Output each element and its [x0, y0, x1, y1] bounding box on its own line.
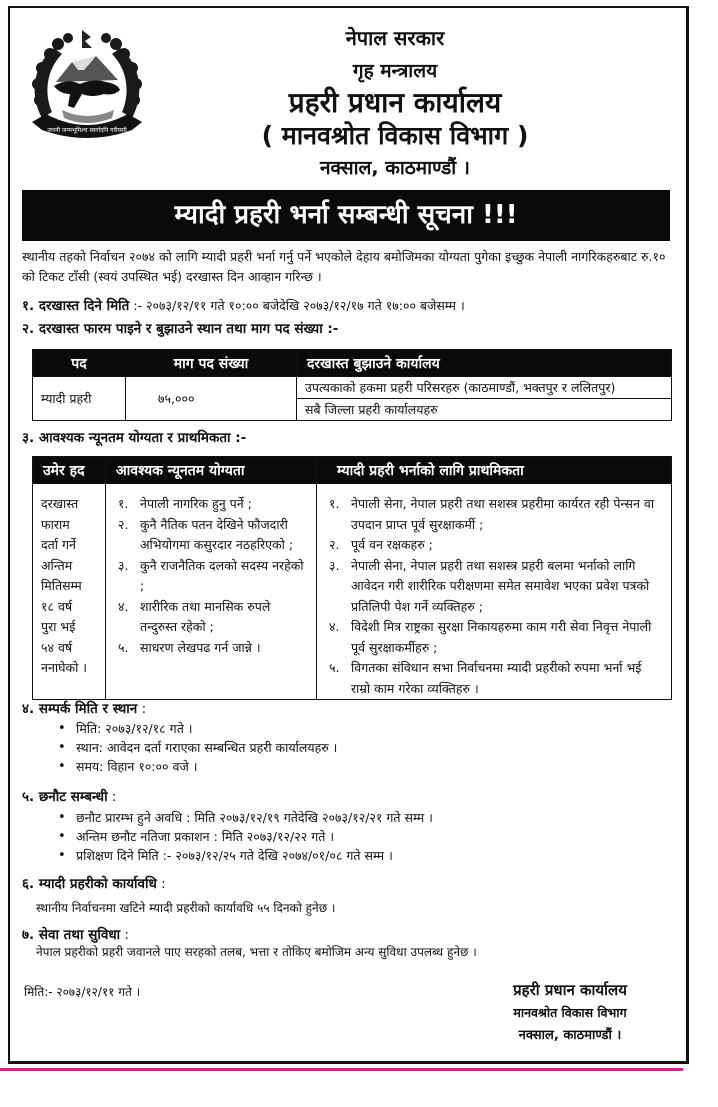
col-count: माग पद संख्या: [126, 350, 297, 377]
pink-rule: [0, 1068, 683, 1071]
item-number: ३.: [329, 557, 340, 573]
item-number: ५.: [118, 639, 129, 655]
age-line: अन्तिम: [41, 557, 73, 573]
col-age-limit: उमेर हद: [33, 457, 106, 484]
header-government: नेपाल सरकार: [345, 26, 445, 50]
header-department: ( मानवश्रोत विकास विभाग ): [261, 121, 529, 150]
intro-paragraph: स्थानीय तहको निर्वाचन २०७४ को लागि म्यादी प्रहरी भर्ना गर्नु पर्ने भएकोले देहाय बमोजिमका योग्यता पुगेका इच्छुक नेपाली नागरिकहरुबाट रु.१० को टिकट टाँसी (स्वयं उपस्थित भई) दरखास्त दिन आव्हान गरिन्छ ।: [22, 249, 666, 284]
item-text: नेपाली नागरिक हुनु पर्ने ;: [140, 496, 252, 511]
age-line: दरखास्त: [41, 496, 79, 511]
section-7-heading: ७. सेवा तथा सुविधा: [22, 927, 121, 943]
item-number: २.: [329, 537, 340, 552]
header-ministry: गृह मन्त्रालय: [352, 60, 438, 82]
age-line: फाराम: [41, 516, 70, 532]
qualification-table: [32, 456, 672, 700]
section-1: [22, 296, 465, 314]
qualification-table-header: [33, 457, 672, 484]
section-6-title: [22, 874, 166, 892]
item-number: ४.: [329, 619, 340, 634]
signature-location: नक्साल, काठमाण्डौं ।: [518, 1028, 622, 1043]
list-item: • स्थान: आवेदन दर्ता गराएका सम्बन्धित प्रहरी कार्यालयहरु ।: [58, 738, 337, 757]
item-text: विदेशी मित्र राष्ट्रका सुरक्षा निकायहरुमा काम गरी सेवा निवृत्त नेपाली पूर्व सुरक्षाकर्मीहरु ;: [351, 619, 652, 655]
item-number: ५.: [329, 660, 340, 675]
qualification-cell: [106, 484, 317, 700]
vacancy-table: [32, 349, 672, 421]
col-priority: म्यादी प्रहरी भर्नाको लागि प्राथमिकता: [317, 457, 672, 484]
item-text: नेपाली सेना, नेपाल प्रहरी तथा सशस्त्र प्रहरी बलमा भर्नाको लागि आवेदन गरी शारीरिक परीक्षणमा समेत समावेश भएका प्रवेश पत्रको प्रतिलिपी पेश गर्ने व्यक्तिहरु ;: [351, 557, 650, 614]
office-cell: उपत्यकाको हकमा प्रहरी परिसरहरु (काठमाण्डौं, भक्तपुर र ललितपुर): [297, 377, 672, 399]
age-line: १८ वर्ष: [41, 598, 73, 614]
item-text: विगतका संविधान सभा निर्वाचनमा म्यादी प्रहरीको रुपमा भर्ना भई राम्रो काम गरेका व्यक्तिहरु ।: [351, 660, 642, 696]
item-text: कुनै राजनैतिक दलको सदस्य नरहेको ;: [140, 557, 304, 593]
section-6-heading: ६. म्यादी प्रहरीको कार्यावधि: [22, 876, 157, 892]
priority-cell: [317, 484, 672, 700]
header-office: प्रहरी प्रधान कार्यालय: [288, 86, 502, 119]
col-office: दरखास्त बुझाउने कार्यालय: [297, 350, 672, 377]
list-item: • छनौट प्रारम्भ हुने अवधि : मिति २०७३/१२/१९ गतेदेखि २०७३/१२/२१ गते सम्म ।: [58, 808, 433, 827]
qualification-list: [114, 494, 308, 658]
table-row: [33, 377, 672, 399]
item-number: २.: [118, 516, 129, 532]
section-1-text: :- २०७३/१२/११ गते १०:०० बजेदेखि २०७३/१२/१७ गते १७:०० बजेसम्म ।: [129, 298, 465, 313]
section-2-title: २. दरखास्त फारम पाइने र बुझाउने स्थान तथा माग पद संख्या :-: [22, 321, 339, 337]
section-1-title: १. दरखास्त दिने मिति: [22, 298, 130, 314]
item-text: नेपाली सेना, नेपाल प्रहरी तथा सशस्त्र प्रहरीमा कार्यरत रही पेन्सन वा उपदान प्राप्त पूर्व सुरक्षाकर्मी ;: [351, 496, 655, 532]
item-number: ३.: [118, 557, 129, 573]
selection-list: [58, 808, 433, 865]
contact-list: [58, 719, 337, 776]
list-item: • अन्तिम छनौट नतिजा प्रकाशन : मिति २०७३/१२/२२ गते ।: [58, 827, 433, 846]
list-item: [325, 617, 663, 658]
header-location: नक्साल, काठमाण्डौं ।: [319, 157, 471, 179]
post-cell: म्यादी प्रहरी: [33, 377, 126, 421]
list-item: [114, 638, 308, 659]
colon: :: [107, 789, 117, 805]
count-cell: ७५,०००: [126, 377, 297, 421]
section-5-title: [22, 787, 116, 805]
section-7-title: [22, 925, 129, 943]
age-line: ननाघेको ।: [41, 660, 88, 675]
item-text: साधरण लेखपढ गर्न जान्ने ।: [140, 639, 261, 655]
colon: :: [137, 701, 147, 717]
item-text: पूर्व वन रक्षकहरु ;: [351, 537, 433, 552]
list-item: [325, 494, 663, 535]
age-line: पुरा भई: [41, 619, 76, 634]
col-post: पद: [33, 350, 126, 377]
list-item: [114, 556, 308, 597]
list-item: [325, 556, 663, 618]
priority-list: [325, 494, 663, 699]
signature-department: मानवश्रोत विकास विभाग: [513, 1005, 627, 1020]
col-qualification: आवश्यक न्यूनतम योग्यता: [106, 457, 317, 484]
notice-title-banner: म्यादी प्रहरी भर्ना सम्बन्धी सूचना !!!: [22, 190, 670, 241]
notice-date: मिति:- २०७३/१२/११ गते ।: [24, 985, 141, 999]
age-limit-cell: [33, 484, 106, 700]
list-item: [114, 494, 308, 515]
signature-office: प्रहरी प्रधान कार्यालय: [513, 981, 627, 999]
vacancy-table-header: [33, 350, 672, 377]
benefits-text: नेपाल प्रहरीको प्रहरी जवानले पाए सरहको तलब, भत्ता र तोकिए बमोजिम अन्य सुविधा उपलब्ध हुनेछ ।: [36, 945, 477, 959]
list-item: • मिति: २०७३/१२/१८ गते ।: [58, 719, 337, 738]
colon: :: [156, 876, 166, 892]
item-text: कुनै नैतिक पतन देखिने फौजदारी अभियोगमा कसुरदार नठहरिएको ;: [140, 516, 294, 552]
list-item: [325, 658, 663, 699]
section-4-heading: ४. सम्पर्क मिति र स्थान: [22, 701, 138, 717]
colon: :: [120, 927, 129, 943]
section-3-title: ३. आवश्यक न्यूनतम योग्यता र प्राथमिकता :-: [22, 430, 247, 446]
item-number: १.: [118, 496, 129, 511]
table-row: [33, 484, 672, 700]
age-line: ५४ वर्ष: [41, 639, 73, 655]
tenure-text: स्थानीय निर्वाचनमा खटिने म्यादी प्रहरीको कार्यावधि ५५ दिनको हुनेछ ।: [36, 901, 336, 915]
age-line: दर्ता गर्ने: [41, 537, 76, 552]
list-item: • समय: विहान १०:०० वजे ।: [58, 757, 337, 776]
section-4-title: [22, 699, 146, 717]
item-number: ४.: [118, 598, 129, 614]
item-number: १.: [329, 496, 340, 511]
item-text: शारीरिक तथा मानसिक रुपले तन्दुरुस्त रहेको ;: [140, 598, 271, 634]
list-item: [114, 597, 308, 638]
age-line: मितिसम्म: [41, 578, 82, 593]
list-item: [114, 515, 308, 556]
emblem-motto: जननी जन्मभूमिश्च स्वर्गादपि गरीयसी: [47, 127, 127, 134]
office-cell: सबै जिल्ला प्रहरी कार्यालयहरु: [297, 399, 672, 421]
list-item: [325, 535, 663, 556]
nepal-government-emblem-icon: [22, 26, 152, 146]
list-item: • प्रशिक्षण दिने मिति :- २०७३/१२/२५ गते देखि २०७४/०१/०८ गते सम्म ।: [58, 846, 433, 865]
section-5-heading: ५. छनौट सम्बन्धी: [22, 789, 108, 805]
